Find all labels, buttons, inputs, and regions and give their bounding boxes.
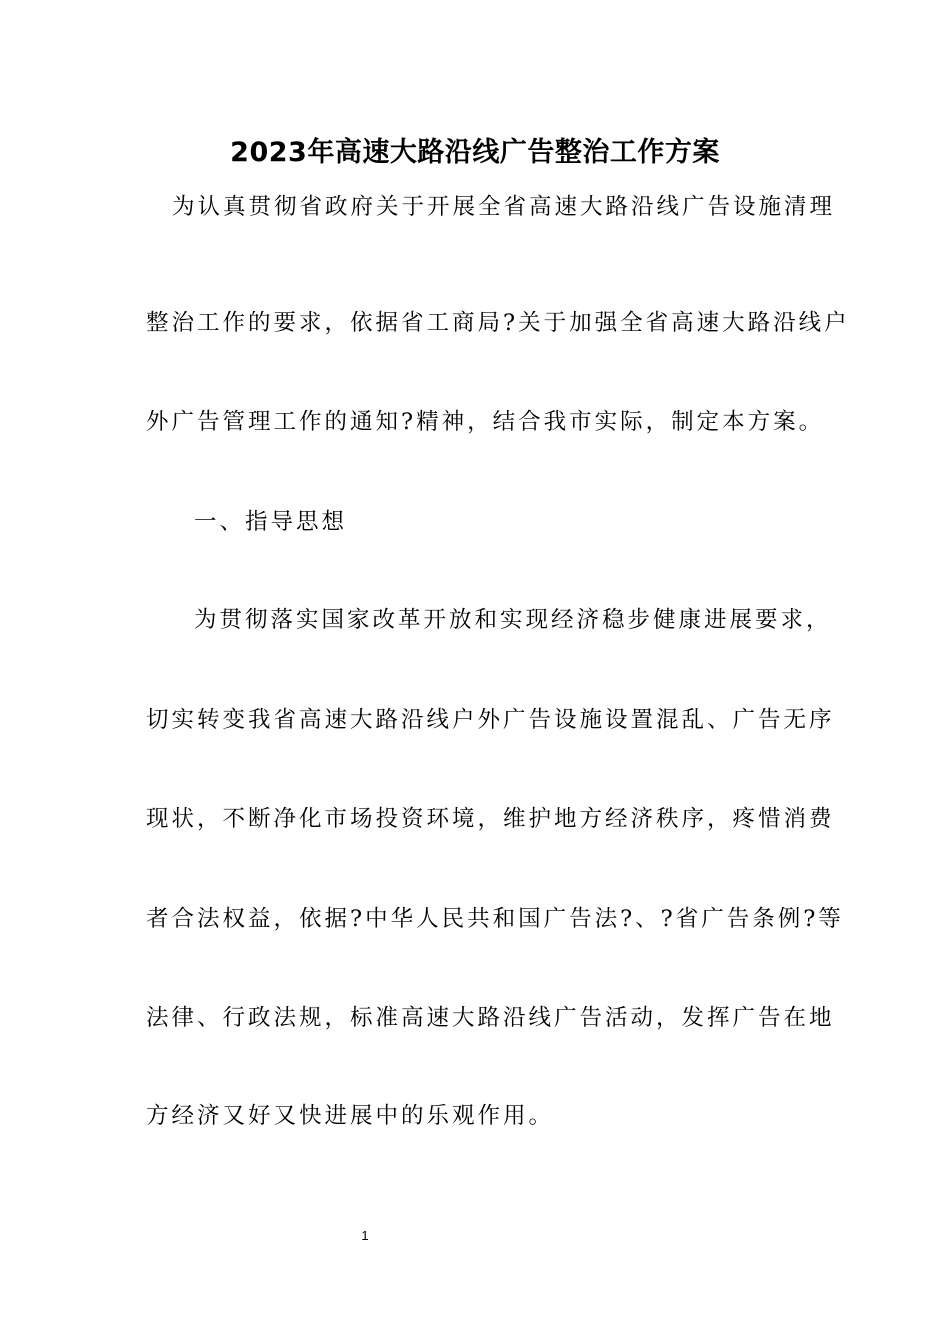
paragraph-line: 外广告管理工作的通知?精神，结合我市实际，制定本方案。 xyxy=(146,409,825,435)
section-heading: 一、指导思想 xyxy=(194,509,348,535)
paragraph-line: 切实转变我省高速大路沿线户外广告设施设置混乱、广告无序 xyxy=(146,707,835,733)
paragraph-line: 现状，不断净化市场投资环境，维护地方经济秩序，疼惜消费 xyxy=(146,806,835,832)
paragraph-line: 为贯彻落实国家改革开放和实现经济稳步健康进展要求， xyxy=(194,607,832,633)
page-number: 1 xyxy=(361,1228,369,1243)
document-title: 2023年高速大路沿线广告整治工作方案 xyxy=(230,137,720,168)
paragraph-line: 方经济又好又快进展中的乐观作用。 xyxy=(146,1103,555,1129)
paragraph-line: 为认真贯彻省政府关于开展全省高速大路沿线广告设施清理 xyxy=(172,194,836,220)
paragraph-line: 法律、行政法规，标准高速大路沿线广告活动，发挥广告在地 xyxy=(146,1005,835,1031)
paragraph-line: 者合法权益，依据?中华人民共和国广告法?、?省广告条例?等 xyxy=(146,906,844,932)
paragraph-line: 整治工作的要求，依据省工商局?关于加强全省高速大路沿线户 xyxy=(146,310,850,336)
